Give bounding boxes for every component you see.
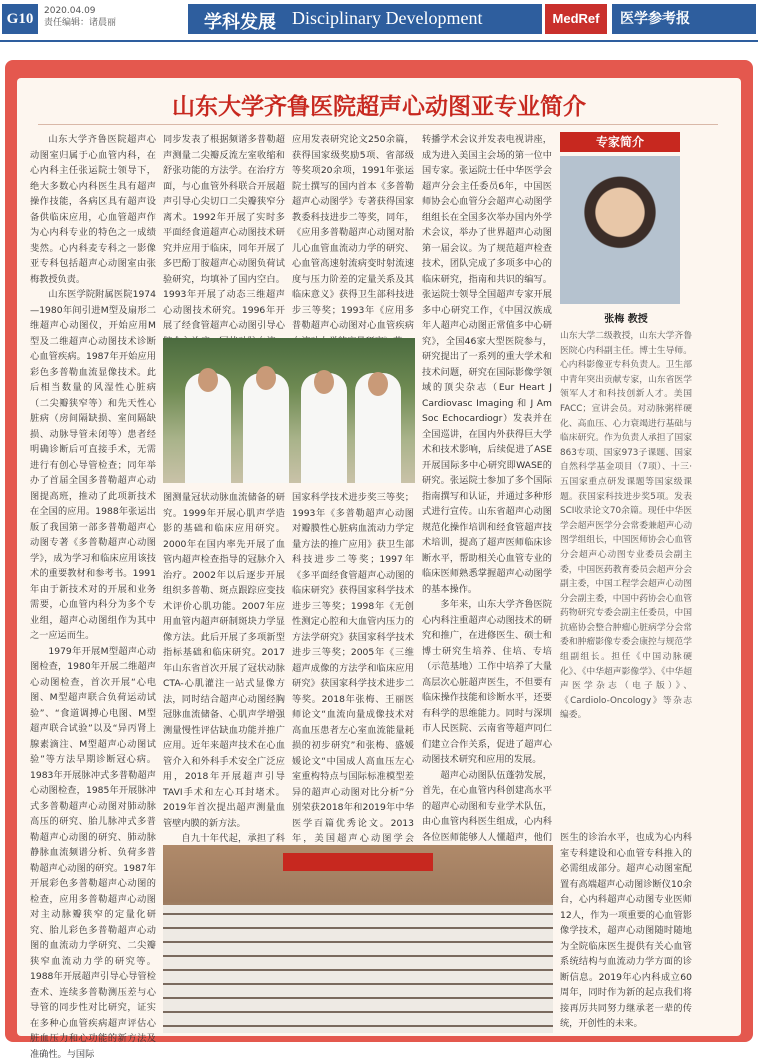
doctors-group-photo (163, 338, 415, 483)
doctor-head (368, 372, 388, 396)
staff-rows (163, 905, 553, 1033)
paragraph: 1979年开展M型超声心动图检查，1980年开展二维超声心动图检查，首次开展“心电图、M型超声联合负荷运动试验”、“食道调搏心电图、M型超声联合试验”以及“异丙肾上腺素滴注、M型超声心动图试验”等方法早期诊断冠心病。1983年开展脉冲式多普勒超声心动图检查，1985年开展脉冲式多普勒超声心动图对肺动脉高压的研究、胎儿脉冲式多普勒超声心动图的研究、肺动脉静脉血流频谱分析、负荷多普勒超声心动图的研究。1987年开展彩色多普勒超声心动图的检查，应用多普勒超声心动图对主动脉瓣狭窄的定量化研究、胎儿彩色多普勒超声心动图的血流动力学研究、二尖瓣狭窄血流动力学的研究等。1988年开展超声引导心导管检查术、连续多普勒测压差与心导管的同步性对比研究，证实在多种心血管疾病超声评估心脏血压力和心功能的新方法及准确性。与国际 (30, 644, 156, 1062)
paragraph: 国家科学技术进步奖三等奖；1993年《多普勒超声心动图对瓣膜性心脏病血流动力学定量方法的推广应用》获卫生部科技进步二等奖；1997年《多平面经食管超声心动图的临床研究》获得国家科学技术进步三等奖；1998年《无创性测定心腔和大血管内压力的方法学研究》获国家科学技术进步三等奖；2005年《三维超声成像的方法学和临床应用研究》获国家科学技术进步二等奖。2018年张梅、王丽医师论文“血流向量成像技术对高血压患者左心室血流能量耗损的初步研究”和张梅、盛媛媛论文“中国成人高血压左心室重构特点与国际标准模型差异的超声心动图对比分析”分别荣获2018年和2019年中华医学百篇优秀论文。2013年，美国超声心动图学会 (292, 490, 414, 940)
paragraph: 同步发表了根据频谱多普勒超声测量二尖瓣反流左室收缩和舒张功能的方法学。在治疗方面，与心血管外科联合开展超声引导心尖切口二尖瓣狭窄分离术。1992年开展了实时多平面经食道超声心动图技术研究并应用于临床，同年开展了多巴酚丁胺超声心动图负荷试验研究，均填补了国内空白。1993年开展了动态三维超声心动图技术研究。1996年开展了经食管超声心动图引导心 (163, 132, 285, 365)
paragraph: 医生的诊治水平，也成为心内科室专科建设和心血管专科推入的必需组成部分。超声心动图室配置有高端超声心动图诊断仪10余台，心内科超声心动图专业医师12人，作为一项重要的心血管影像学技术，超声心动图随时随地为全院临床医生提供有关心血管系统结构与血流动力学方面的诊断信息。2019年心内科成立60周年，同时作为新的起点我们将接再厉共同努力继承老一辈的传统，开创性的未来。 (560, 830, 692, 1032)
paragraph: 自九十年代起，承担了科 (163, 831, 285, 940)
brand-logo: MedRef (545, 4, 607, 34)
doctor-head (256, 366, 276, 390)
doctor-head (314, 370, 334, 394)
staff-group-photo (163, 845, 553, 1033)
article-title: 山东大学齐鲁医院超声心动图亚专业简介 (17, 88, 741, 121)
issue-date: 2020.04.09 (44, 5, 116, 17)
expert-heading: 专家简介 (560, 132, 680, 152)
paragraph: 山东医学院附属医院1974—1980年间引进M型及扇形二维超声心动图仪，开始应用M型及二维超声心动图技术诊断心血管疾病。1987年开始应用彩色多普勒血流显像技术。此后相当数量的风湿性心脏病（二尖瓣狭窄等）和先天性心脏病（房间隔缺损、室间隔缺损、动脉导管未闭等）患者经明确诊断后可直接手术，无需进行有创心导管检查；同年举办了首届全国多普勒超声心动图提高班，推动了此项新技术在全国的应用。1988年张运出版了我国第一部多普勒超声心动图专著《多普勒超声心动图学》，成为学习和临床应用该技术的重要教材和参考书。1991年由于新技术对的开展和业务需要，心血管内科分为多个专业组，超声心动图组作为其中之一应运而生。 (30, 287, 156, 644)
header-rule (0, 40, 758, 42)
page-header (0, 0, 758, 40)
article-column-2-top (163, 132, 285, 342)
expert-name: 张梅 教授 (560, 310, 692, 325)
article-column-3-bottom (292, 490, 414, 840)
paragraph: 应用发表研究论文250余篇，获得国家级奖励5项、省部级等奖项20余项，1991年张运院士撰写的国内首本《多普勒超声心动图学》专著获得国家教委科技进步二等奖，同年，《应用多普勒超声心动图对胎儿心血管血流动力学的研究、心血管高速射流病变时射流速度与压力阶差的定量关系及其临床意义》获得卫生部科技进步三等奖；1993年《应用多普勒超声心动图对心血管疾病 (292, 132, 414, 349)
article-column-3-top (292, 132, 414, 342)
paragraph: 山东大学齐鲁医院超声心动图室归属于心血管内科，在心内科主任张运院士领导下，绝大多数心内科医生具有超声操作技能，各病区具有超声设备供临床应用，心血管超声作为心内科专业的特色之一成绩斐然。心内科麦专科之一影像亚专科包括超声心动图室由张梅教授负责。 (30, 132, 156, 287)
article-column-1 (30, 132, 156, 1038)
section-title-en: Disciplinary Development (292, 8, 482, 29)
brand-name-cn: 医学参考报 (612, 4, 756, 34)
banner-sign (283, 853, 433, 871)
expert-bio: 山东大学二级教授，山东大学齐鲁医院心内科副主任。博士生导师。心内科影像亚专科负责人。卫生部中青年突出贡献专家，山东省医学领军人才和科技创新人才。美国FACC；宣讲会员。对动脉粥样硬化、高血压、心力衰竭进行基础与临床研究。作为负责人承担了国家863专项、国家973子课题、国家自然科学基金项目（7项）、十三·五国家重点研发课题等国家级课题。获国家科技进步奖5项。发表SCI收录论文70余篇。现任中华医学会超声医学分会常委兼超声心动图学组组长，中国医师协会心血管分会超声心动图专业委员会副主委，中国医药教育委员会超声分会副主委，中国工程学会超声心动图分会副主委，中国中药协会心血管药物研究专委会副主任委员，中国抗癌协会整合肿瘤心脏病学分会常委和肿瘤影像专委会康控与规范学组副组长。担任《中国动脉硬化》、《中华超声影像学》、《中华超声医学杂志（电子版）》、《Cardiolo-Oncology》等杂志编委。 (560, 329, 692, 849)
editor-credit: 责任编辑：诸晨丽 (44, 17, 116, 29)
paragraph: 转播学术会议并发表电视讲座，成为进入美国主会场的第一位中国专家。张运院士任中华医学会超声分会主任委员6年，中国医师协会心血管分会超声心动图学组组长在全国多次举办国内外学术会议，举办了世界超声心动图第一届会议。为了规范超声检查技术，团队完成了多项多中心的临床研究，指南和共识的编写。张运院士领导全国超声专家开展多中心研究工作，《中国汉族成年人超声心动图正常值多中心研究》，全国46家大型医院参与，研究提出了一系列的重大学术和技术问题，研究在国际影像学领域的顶尖杂志（Eur Heart J Cardiovasc Imaging 和 J Am Soc Echocardiogr）发表并在全国巡讲，在国内外获得巨大学术和技术影响，后续促进了ASE开展国际多中心研究即WASE的研究。张运院士参加了多个国际指南撰写和认证，并通过多种形式进行宣传。山东省超声心动图规范化操作培训和经食管超声技术培训，提高了超声医师临床诊断水平，帮助相关心血管专业的临床医师熟悉掌握超声心动图学的基本操作。 (422, 132, 552, 597)
page-number: G10 (2, 4, 38, 34)
expert-portrait (560, 156, 680, 304)
issue-meta (44, 5, 116, 29)
doctor-head (198, 368, 218, 392)
paragraph: 图测量冠状动脉血流储备的研究。1999年开展心肌声学造影的基础和临床应用研究。2000年在国内率先开展了血管内超声检查指导的冠脉介入治疗。2002年以后逐步开展组织多普勒、斑点跟踪应变技术评价心肌功能。2007年应用血管内超声研制斑块力学显像方法。此后开展了多项新型指标基础和临床研究。2017年山东省首次开展了冠状动脉CTA-心肌灌注一站式显像方法，同时结合超声心动图经胸冠脉血流储备、心肌声学增强测量慢性评估缺血功能并推广应用。近年来超声技术在心血管介入和外科手术安全广泛应用，2018年开展超声引导TAVI手术和左心耳封堵术。2019年首次提出超声测量血管壁内膜的新方法。 (163, 490, 285, 831)
paragraph: 超声心动图队伍蓬勃发展，首先，在心血管内科创建高水平的超声心动图和专业学术队伍，由心血管内科医生组成，心内科各位医师能够人人懂超声，他们 (422, 768, 552, 908)
article-column-2-bottom (163, 490, 285, 840)
article-column-5 (560, 830, 692, 1040)
section-title-cn: 学科发展 (204, 8, 276, 34)
title-rule (38, 124, 718, 125)
paragraph: 多年来，山东大学齐鲁医院心内科注重超声心动图技术的研究和推广，在进修医生、硕士和博士研究生培养、住培、专培（示范基地）工作中培养了大量高层次心脏超声医生，不但要有临床操作技能和诊断水平，还要有科学的思维能力。同时与深圳市人民医院、云南省等超声同仁们建立合作关系，促进了超声心动图技术研究和应用的发展。 (422, 597, 552, 768)
